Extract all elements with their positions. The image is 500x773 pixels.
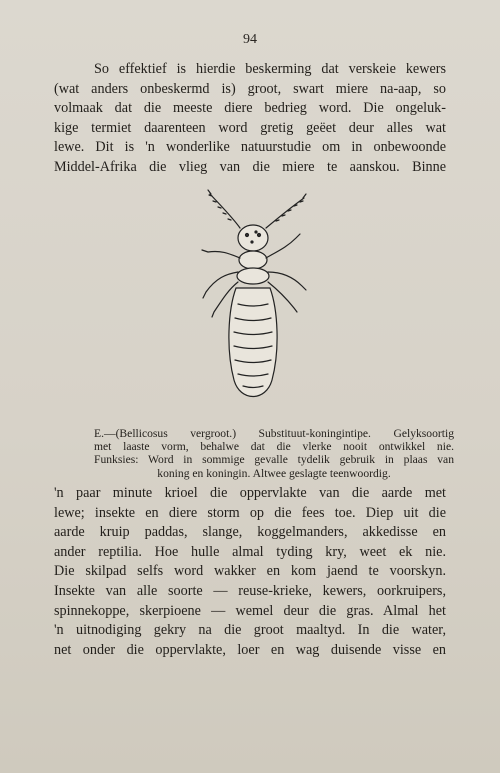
text-line: Die skilpad selfs word wakker en kom jaend te voorskyn. [54, 563, 446, 580]
text-line: lewe. Dit is 'n wonderlike natuurstudie om in onbewoonde [54, 139, 446, 156]
text-line: net onder die oppervlakte, loer en wag duisende visse en [54, 641, 446, 658]
caption-line: E.—(Bellicosus vergroot.) Substituut-koningintipe. Gelyksoortig [94, 427, 454, 440]
text-line: lewe; insekte en diere storm op die fees toe. Diep uit die [54, 504, 446, 521]
page-number: 94 [243, 32, 257, 47]
text-line: aarde kruip paddas, slange, koggelmanders, akkedisse en [54, 524, 446, 541]
text-line: ander reptilia. Hoe hulle almal tyding kry, weet ek nie. [54, 543, 446, 560]
text-line: Insekte van alle soorte — reuse-krieke, kewers, oorkruipers, [54, 582, 446, 599]
caption-line: met laaste vorm, behalwe dat die vlerke nooit ontwikkel nie. [94, 440, 454, 454]
text-line: 'n paar minute krioel die oppervlakte van die aarde met [54, 485, 446, 501]
text-line: kige termiet daarenteen word gretig geëet deur alles wat [54, 119, 446, 136]
top-paragraph [54, 60, 446, 178]
text-line: So effektief is hierdie beskerming dat verskeie kewers [94, 61, 446, 77]
figure-caption [94, 427, 454, 480]
text-line: 'n uitnodiging gekry na die groot maaltyd. In die water, [54, 622, 446, 639]
text-line: volmaak dat die meeste diere bedrieg word. Die ongeluk- [54, 100, 446, 117]
bottom-paragraph [54, 484, 446, 660]
caption-line: koning en koningin. Altwee geslagte teenwoordig. [157, 466, 391, 480]
text-line: spinnekoppe, skerpioene — wemel deur die gras. Almal het [54, 602, 446, 619]
termite-illustration [178, 180, 328, 415]
text-line: Middel-Afrika die vlieg van die miere te aanskou. Binne [54, 158, 446, 175]
caption-line: Funksies: Word in sommige gevalle tydelik gebruik in plaas van [94, 453, 454, 467]
text-line: (wat anders onbeskermd is) groot, swart miere na-aap, so [54, 80, 446, 97]
